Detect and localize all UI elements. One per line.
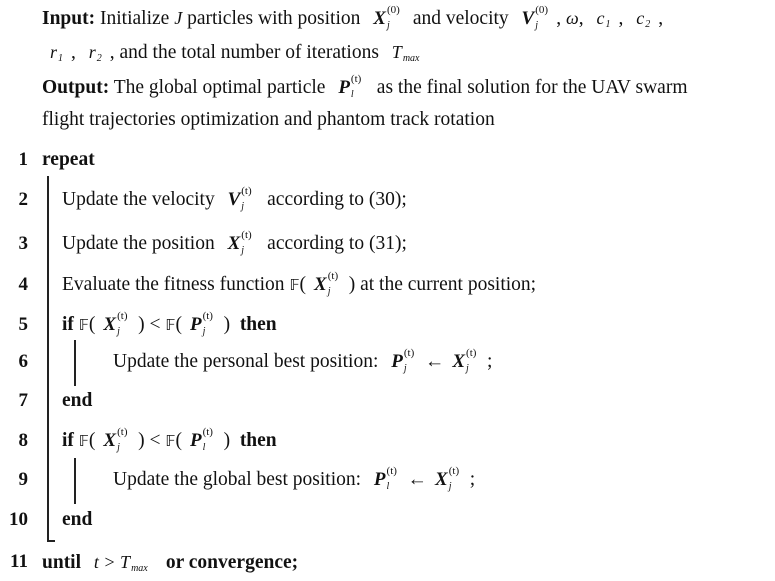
math-base: P — [189, 430, 202, 451]
math-subscript: j — [117, 442, 120, 453]
text: ← — [407, 469, 428, 490]
math-subscript: j — [386, 20, 390, 31]
math-symbol: 𝔽 — [289, 276, 300, 294]
math-superscript: (t) — [466, 347, 477, 359]
math-symbol — [373, 4, 400, 31]
algorithm-line — [113, 347, 493, 374]
math-base: X — [103, 314, 117, 335]
math-subscript: j — [241, 201, 245, 212]
text: as the final solution for the UAV swarm — [371, 77, 688, 98]
math-subscript: 1 — [58, 53, 64, 64]
math-base: V — [227, 189, 241, 210]
math-subscript: j — [327, 286, 331, 297]
math-subscript: 1 — [605, 19, 611, 30]
math-superscript: (t) — [117, 310, 128, 322]
math-symbol: 𝔽 — [78, 432, 89, 450]
math-symbol — [391, 40, 420, 64]
math-subscript: max — [131, 563, 148, 574]
math-base: r — [88, 42, 96, 62]
math-subscript: j — [202, 326, 206, 337]
math-superscript: (t) — [327, 270, 339, 282]
keyword: until — [42, 552, 86, 573]
math-base: t > T — [93, 552, 131, 572]
text: Update the velocity — [62, 189, 220, 210]
text: Evaluate the fitness function — [62, 274, 290, 295]
keyword: then — [230, 314, 277, 335]
math-base: T — [391, 42, 402, 62]
text: flight trajectories optimization and phantom track rotation — [42, 109, 495, 130]
math-symbol — [103, 310, 128, 337]
algorithm-line — [42, 6, 663, 31]
math-subscript: 2 — [645, 19, 651, 30]
math-subscript: j — [448, 481, 452, 492]
math-symbol: J — [174, 8, 183, 28]
math-superscript: (t) — [448, 465, 460, 477]
algorithm-line — [62, 270, 537, 297]
math-superscript: (t) — [241, 185, 252, 197]
math-subscript: max — [402, 53, 420, 64]
text: ( — [175, 314, 182, 335]
text: , — [71, 42, 81, 63]
line-number: 1 — [18, 149, 28, 170]
text: Initialize — [95, 8, 175, 29]
keyword: or convergence; — [156, 552, 299, 573]
line-number: 2 — [18, 189, 28, 210]
math-base: P — [189, 314, 202, 335]
math-subscript: j — [403, 363, 407, 374]
math-subscript: 2 — [96, 53, 102, 64]
algorithm-line — [62, 389, 92, 413]
algorithm-line — [62, 310, 277, 337]
algorithm-line — [113, 465, 476, 492]
text: ; — [487, 351, 493, 372]
math-symbol — [521, 4, 549, 31]
math-superscript: (t) — [350, 73, 362, 85]
text: at the current position; — [355, 274, 537, 295]
text: ← — [424, 351, 445, 372]
math-superscript: (t) — [202, 426, 213, 438]
math-superscript: (t) — [202, 310, 213, 322]
math-superscript: (t) — [403, 347, 415, 359]
algorithm-line — [42, 148, 95, 172]
text: and velocity — [407, 8, 514, 29]
keyword: repeat — [42, 149, 95, 170]
text: ) — [348, 274, 356, 295]
algorithm-line — [42, 73, 688, 100]
math-subscript: l — [202, 442, 206, 453]
math-base: r — [50, 42, 58, 62]
repeat-block-bar — [47, 176, 49, 541]
text: , — [578, 8, 589, 29]
algorithm-line — [42, 108, 495, 132]
text: , — [556, 8, 566, 29]
math-superscript: (0) — [535, 4, 549, 16]
algorithm-line — [42, 40, 428, 65]
line-number: 10 — [9, 509, 28, 530]
math-symbol — [338, 73, 362, 100]
math-base: P — [338, 77, 350, 98]
math-symbol — [50, 40, 64, 64]
math-symbol — [391, 347, 415, 374]
math-subscript: l — [386, 481, 390, 492]
math-base: c — [596, 8, 605, 28]
math-base: c — [636, 8, 645, 28]
text: according to (31); — [262, 233, 407, 254]
keyword: end — [62, 390, 93, 411]
algorithm-line — [62, 508, 92, 532]
keyword: Output: — [42, 77, 110, 98]
text: according to (30); — [262, 189, 407, 210]
math-symbol — [435, 465, 460, 492]
text: ) — [223, 314, 231, 335]
math-subscript: j — [535, 20, 538, 31]
algorithm-line — [62, 185, 407, 212]
if-block-bar-1 — [74, 340, 76, 386]
text: ( — [88, 430, 96, 451]
math-base: P — [391, 351, 403, 372]
math-base: X — [227, 233, 241, 254]
if-block-bar-2 — [74, 458, 76, 504]
math-base: V — [521, 8, 535, 29]
line-number: 5 — [18, 314, 28, 335]
math-symbol — [314, 270, 339, 297]
text: ) — [223, 430, 231, 451]
text: particles with position — [182, 8, 366, 29]
math-symbol: 𝔽 — [165, 316, 176, 334]
math-symbol: ω — [565, 8, 579, 28]
text: Update the global best position: — [113, 469, 366, 490]
math-symbol — [596, 6, 611, 30]
keyword: if — [62, 314, 79, 335]
text: , — [658, 8, 664, 29]
text: ) < — [138, 430, 166, 451]
text: , — [618, 8, 629, 29]
algorithm-line — [62, 426, 277, 453]
algorithm-line — [62, 229, 407, 256]
math-symbol — [373, 465, 397, 492]
text: , and the total number of iterations — [109, 42, 384, 63]
math-base: X — [314, 274, 327, 295]
math-symbol — [189, 310, 213, 337]
line-number: 11 — [10, 551, 28, 572]
line-number: 8 — [18, 430, 28, 451]
keyword: end — [62, 509, 93, 530]
math-subscript: j — [117, 326, 120, 337]
math-superscript: (t) — [386, 465, 397, 477]
text: ( — [88, 314, 96, 335]
math-base: P — [373, 469, 386, 490]
math-base: X — [373, 8, 386, 29]
math-base: X — [103, 430, 117, 451]
text: ( — [175, 430, 182, 451]
line-number: 6 — [18, 351, 28, 372]
text: Update the position — [62, 233, 220, 254]
math-subscript: j — [466, 363, 469, 374]
math-symbol — [88, 40, 102, 64]
math-symbol — [103, 426, 128, 453]
text: Update the personal best position: — [113, 351, 384, 372]
math-superscript: (0) — [386, 4, 400, 16]
line-number: 9 — [18, 469, 28, 490]
math-symbol: 𝔽 — [78, 316, 89, 334]
math-symbol — [636, 6, 651, 30]
math-symbol — [93, 550, 148, 574]
math-subscript: j — [241, 245, 245, 256]
text: ( — [299, 274, 307, 295]
repeat-block-end-tick — [47, 540, 55, 542]
text: ; — [469, 469, 476, 490]
keyword: if — [62, 430, 79, 451]
line-number: 3 — [18, 233, 28, 254]
math-symbol — [452, 347, 477, 374]
line-number: 4 — [18, 274, 28, 295]
algorithm-line — [42, 550, 298, 575]
keyword: then — [230, 430, 277, 451]
math-base: X — [452, 351, 466, 372]
math-superscript: (t) — [241, 229, 252, 241]
math-base: X — [435, 469, 448, 490]
text: ) < — [138, 314, 166, 335]
math-symbol: 𝔽 — [165, 432, 176, 450]
math-subscript: l — [350, 89, 354, 100]
line-number: 7 — [18, 390, 28, 411]
math-superscript: (t) — [117, 426, 128, 438]
math-symbol — [189, 426, 213, 453]
math-symbol — [227, 229, 252, 256]
text: The global optimal particle — [109, 77, 331, 98]
keyword: Input: — [42, 8, 96, 29]
math-symbol — [227, 185, 252, 212]
